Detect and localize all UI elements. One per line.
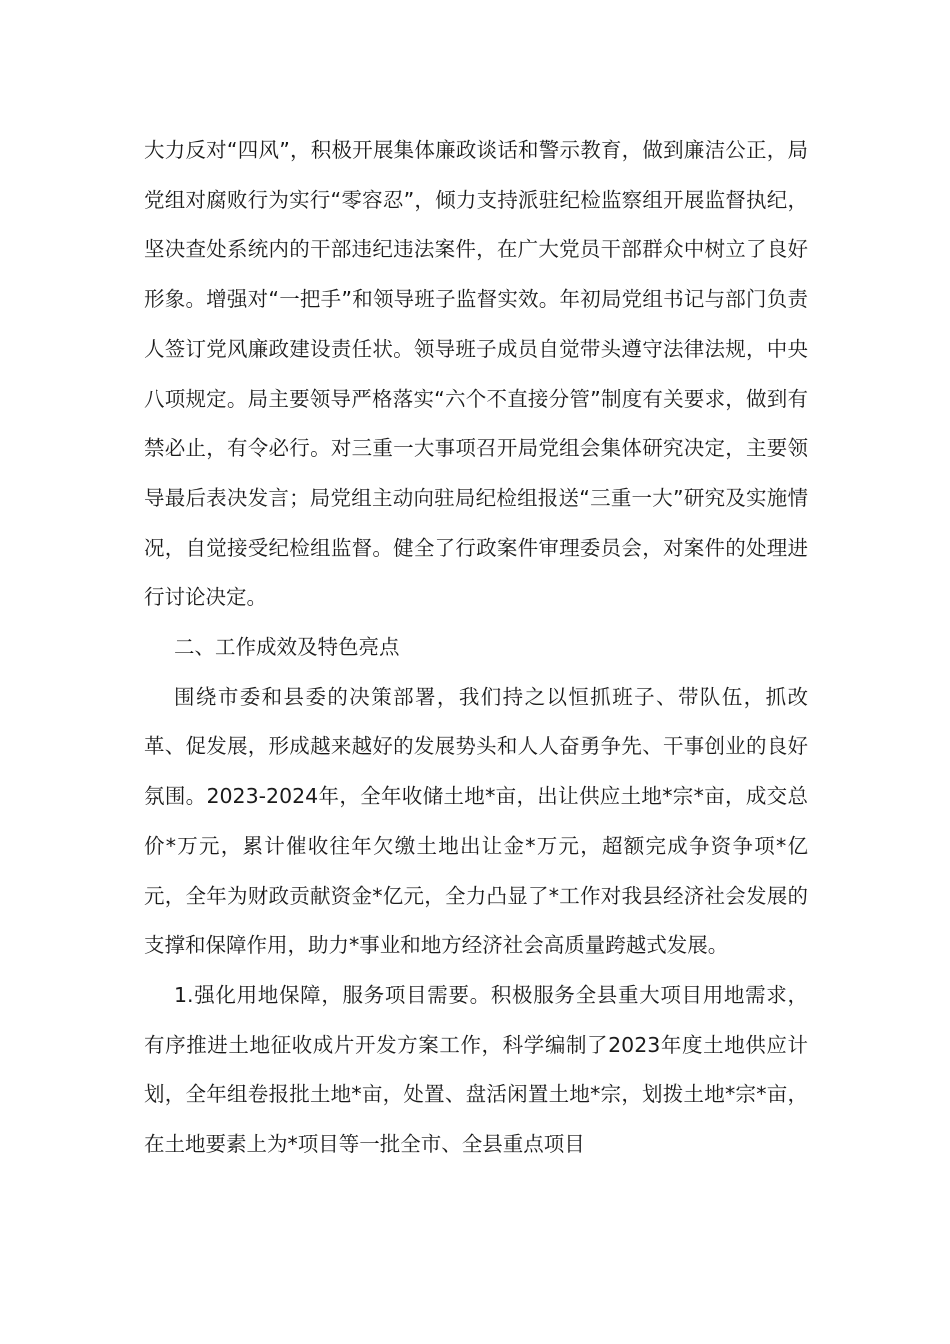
document-body — [144, 126, 808, 1170]
section-heading-achievements: 二、工作成效及特色亮点 — [174, 635, 400, 660]
paragraph-land-guarantee: 1.强化用地保障，服务项目需要。积极服务全县重大项目用地需求，有序推进土地征收成片开发方案工作，科学编制了2023年度土地供应计划，全年组卷报批土地*亩，处置、盘活闲置土地*宗，划拨土地*宗*亩，在土地要素上为*项目等一批全市、全县重点项目 — [144, 982, 808, 1157]
paragraph-discipline-supervision: 大力反对“四风”，积极开展集体廉政谈话和警示教育，做到廉洁公正，局党组对腐败行为实行“零容忍”，倾力支持派驻纪检监察组开展监督执纪，坚决查处系统内的干部违纪违法案件，在广大党员干部群众中树立了良好形象。增强对“一把手”和领导班子监督实效。年初局党组书记与部门负责人签订党风廉政建设责任状。领导班子成员自觉带头遵守法律法规，中央八项规定。局主要领导严格落实“六个不直接分管”制度有关要求，做到有禁必止，有令必行。对三重一大事项召开局党组会集体研究决定，主要领导最后表决发言；局党组主动向驻局纪检组报送“三重一大”研究及实施情况，自觉接受纪检组监督。健全了行政案件审理委员会，对案件的处理进行讨论决定。 — [144, 138, 808, 610]
paragraph-achievements-summary: 围绕市委和县委的决策部署，我们持之以恒抓班子、带队伍，抓改革、促发展，形成越来越好的发展势头和人人奋勇争先、干事创业的良好氛围。2023-2024年，全年收储土地*亩，出让供应土地*宗*亩，成交总价*万元，累计催收往年欠缴土地出让金*万元，超额完成争资争项*亿元，全年为财政贡献资金*亿元，全力凸显了*工作对我县经济社会发展的支撑和保障作用，助力*事业和地方经济社会高质量跨越式发展。 — [144, 684, 808, 958]
